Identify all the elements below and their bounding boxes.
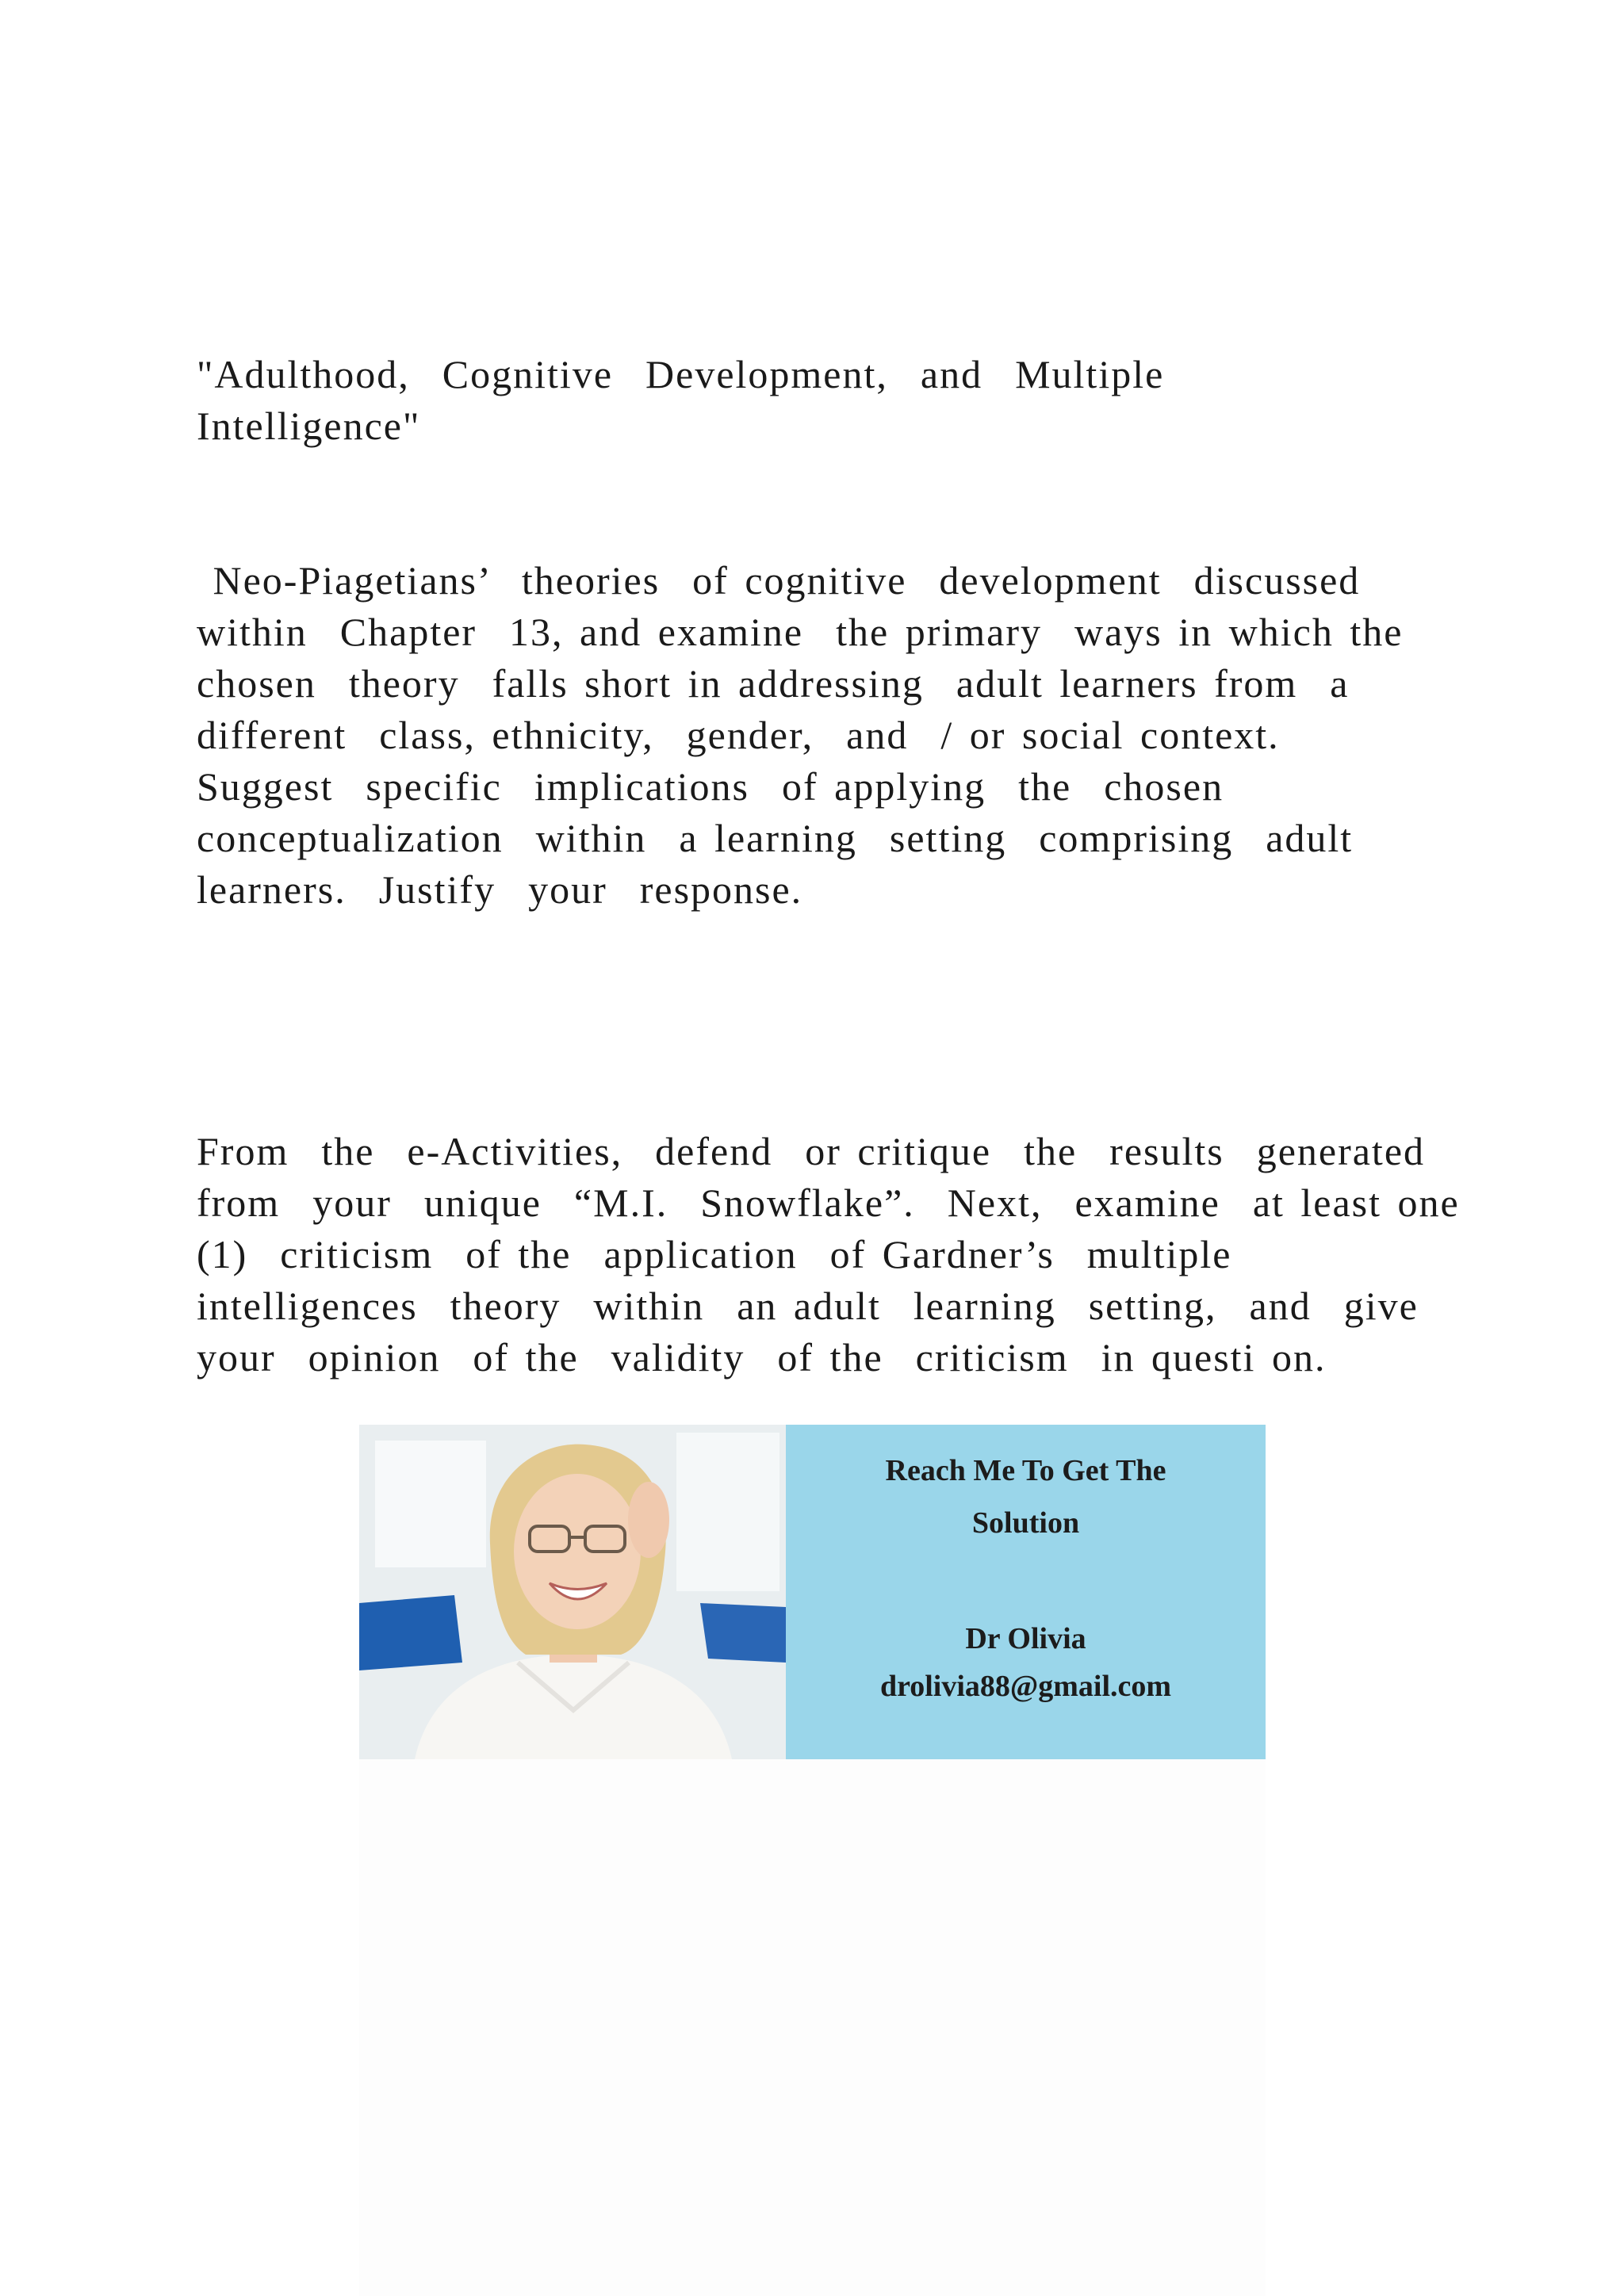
cta-text: Solution: [971, 1506, 1080, 1540]
paragraph-line: within Chapter 13, and examine the primary ways in which the: [197, 610, 1404, 654]
contact-info-panel: [786, 1425, 1266, 1759]
contact-email: drolivia88@gmail.com: [879, 1670, 1172, 1703]
paragraph-line: From the e-Activities, defend or critique the results generated: [197, 1129, 1426, 1173]
paragraph-line: intelligences theory within an adult learning setting, and give: [197, 1284, 1419, 1328]
paragraph-line: (1) criticism of the application of Gardner’s multiple: [197, 1232, 1232, 1276]
paragraph-line: your opinion of the validity of the criticism in questi on.: [197, 1335, 1327, 1380]
title-line: Intelligence": [197, 404, 421, 448]
contact-name: Dr Olivia: [965, 1622, 1086, 1655]
paragraph-line: Neo-Piagetians’ theories of cognitive development discussed: [197, 558, 1361, 603]
document-title: [197, 349, 1434, 452]
paragraph-line: from your unique “M.I. Snowflake”. Next, examine at least one: [197, 1181, 1460, 1225]
paragraph-line: Suggest specific implications of applying the chosen: [197, 764, 1224, 809]
smiling-woman-photo-icon: [359, 1425, 786, 1759]
title-line: "Adulthood, Cognitive Development, and Multiple: [197, 352, 1165, 396]
cta-text: Reach Me To Get The: [885, 1454, 1166, 1487]
paragraph-line: chosen theory falls short in addressing adult learners from a: [197, 661, 1350, 706]
paragraph-2: [197, 1126, 1460, 1383]
paragraph-line: learners. Justify your response.: [197, 867, 803, 912]
paragraph-line: different class, ethnicity, gender, and / or social context.: [197, 713, 1280, 757]
paragraph-line: conceptualization within a learning setting comprising adult: [197, 816, 1354, 860]
paragraph-1: [197, 555, 1434, 916]
contact-banner: [359, 1425, 1266, 1759]
blank-image-area: [359, 1759, 1266, 2296]
